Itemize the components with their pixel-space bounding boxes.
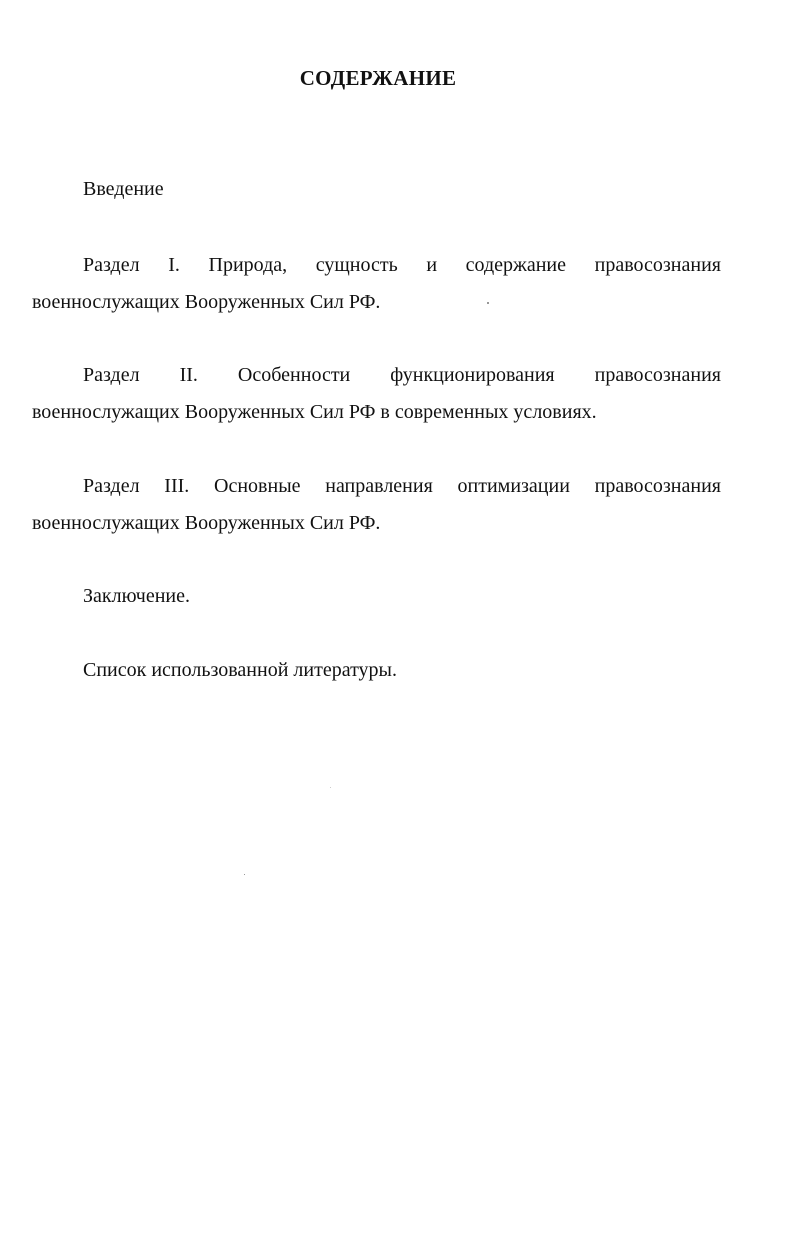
toc-entry-bibliography	[32, 652, 721, 689]
toc-entry-section-3	[32, 468, 721, 542]
toc-entry-line-2: военнослужащих Вооруженных Сил РФ.	[32, 291, 381, 313]
toc-entry-conclusion	[32, 578, 721, 615]
toc-entry-text: Введение	[83, 178, 164, 200]
scan-speck	[487, 302, 489, 304]
toc-entry-text: Заключение.	[83, 585, 190, 607]
toc-entry-introduction	[32, 171, 721, 208]
scan-speck	[330, 787, 331, 788]
scan-speck	[244, 874, 245, 875]
toc-entry-line-2: военнослужащих Вооруженных Сил РФ.	[32, 512, 381, 534]
toc-entry-line-1: Раздел II. Особенности функционирования правосознания	[83, 364, 721, 386]
toc-entry-section-1	[32, 247, 721, 321]
toc-entry-line-1: Раздел I. Природа, сущность и содержание правосознания	[83, 254, 721, 276]
toc-entry-line-1: Раздел III. Основные направления оптимизации правосознания	[83, 475, 721, 497]
toc-entry-text: Список использованной литературы.	[83, 659, 397, 681]
toc-entry-section-2	[32, 357, 721, 431]
toc-entry-line-2: военнослужащих Вооруженных Сил РФ в современных условиях.	[32, 401, 597, 423]
page-title: СОДЕРЖАНИЕ	[299, 66, 457, 90]
